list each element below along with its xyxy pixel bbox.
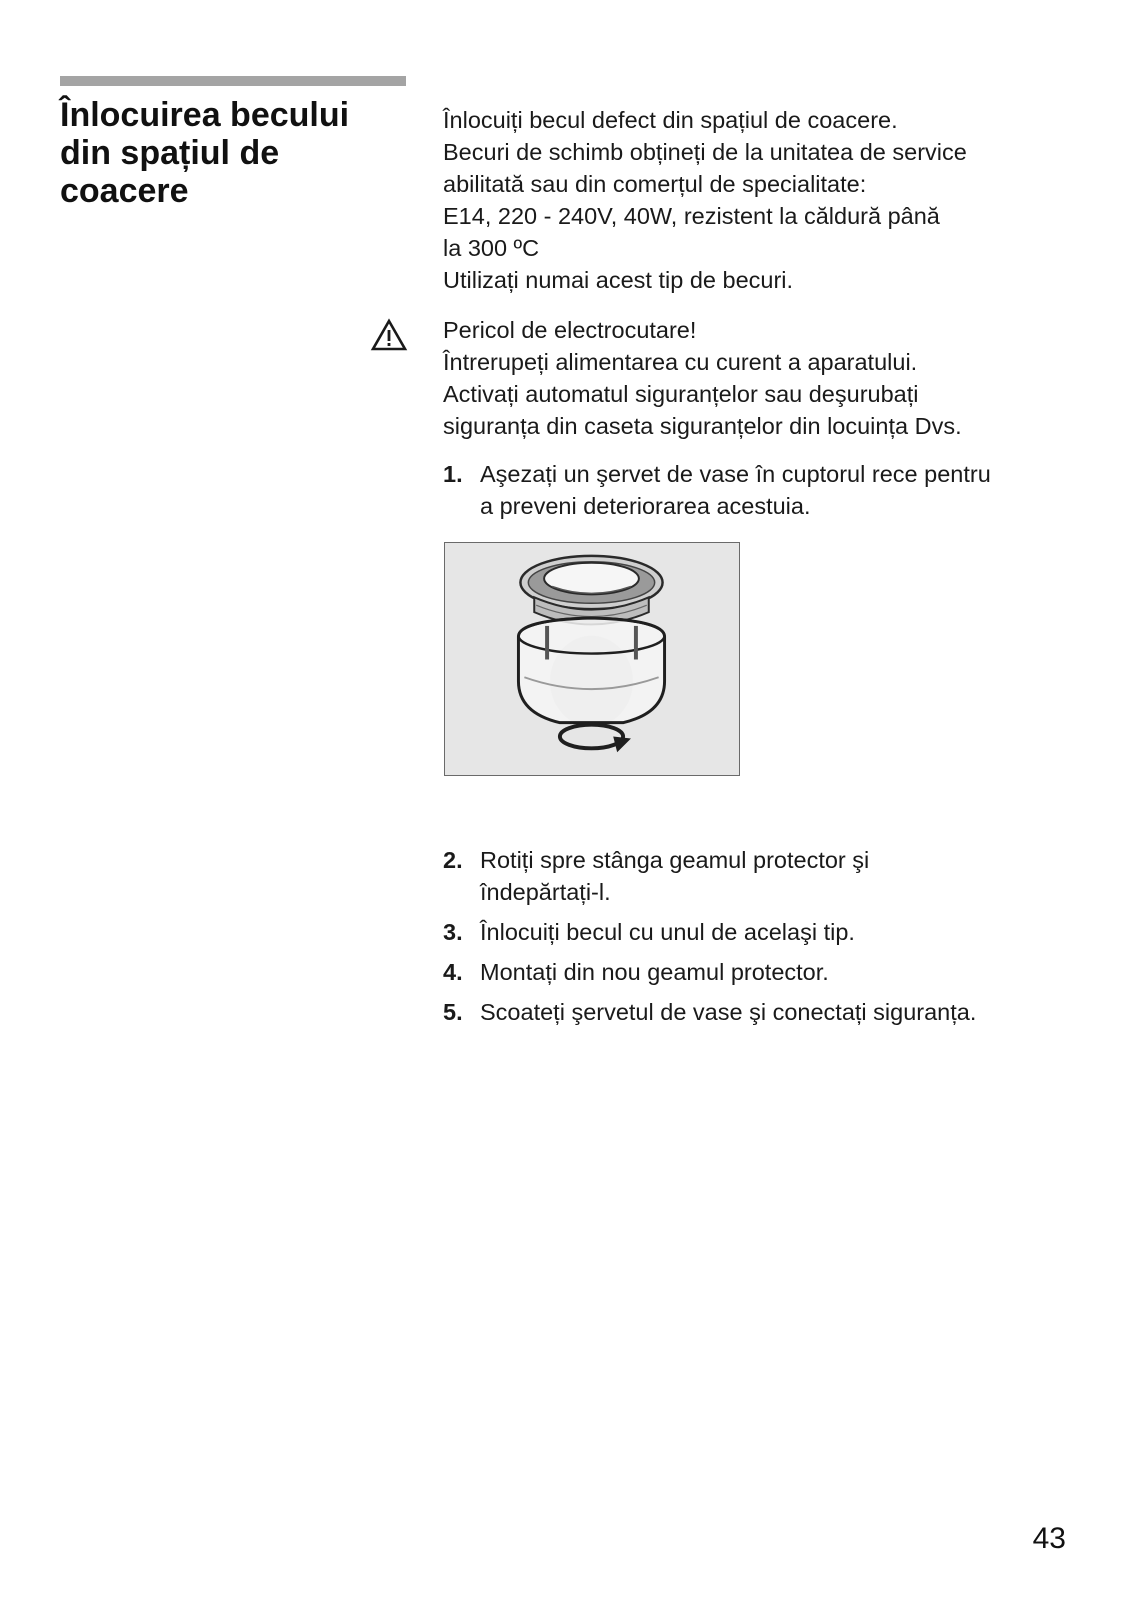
step-text-line: Rotiți spre stânga geamul protector şi (480, 847, 870, 873)
step-text-line: Scoateți şervetul de vase şi conectați siguranța. (480, 999, 977, 1025)
section-title-line: coacere (60, 172, 189, 210)
intro-line: Înlocuiți becul defect din spațiul de coacere. (443, 107, 898, 133)
step-text-line: Înlocuiți becul cu unul de acelaşi tip. (480, 919, 855, 945)
lamp-illustration (444, 542, 740, 776)
warning-triangle-icon (370, 318, 408, 352)
step-item (443, 956, 1073, 988)
section-title-line: din spațiul de (60, 134, 280, 172)
warning-line: Întrerupeți alimentarea cu curent a aparatului. (443, 349, 918, 375)
step-text-line: Montați din nou geamul protector. (480, 959, 829, 985)
section-title (60, 96, 420, 210)
section-rule (60, 76, 406, 86)
warning-line: Pericol de electrocutare! (443, 317, 697, 343)
intro-line: E14, 220 - 240V, 40W, rezistent la căldură până (443, 203, 940, 229)
step-item (443, 916, 1073, 948)
intro-line: Utilizați numai acest tip de becuri. (443, 267, 794, 293)
intro-paragraph (443, 104, 1073, 296)
warning-line: siguranța din caseta siguranțelor din locuința Dvs. (443, 413, 962, 439)
step-item (443, 844, 1073, 908)
page-number: 43 (1032, 1522, 1066, 1555)
step-number: 1. (443, 461, 463, 487)
step-list (443, 458, 1073, 522)
intro-line: la 300 ºC (443, 235, 540, 261)
step-number: 5. (443, 999, 463, 1025)
step-text-line: îndepărtați-l. (480, 879, 611, 905)
oven-lamp-cover-rotate-icon (445, 543, 738, 774)
intro-line: Becuri de schimb obțineți de la unitatea de service (443, 139, 967, 165)
step-item (443, 458, 1073, 522)
step-item (443, 996, 1073, 1028)
warning-line: Activați automatul siguranțelor sau deşurubați (443, 381, 919, 407)
step-number: 4. (443, 959, 463, 985)
warning-paragraph (443, 314, 1073, 442)
section-title-line: Înlocuirea becului (60, 96, 350, 134)
step-number: 3. (443, 919, 463, 945)
step-number: 2. (443, 847, 463, 873)
step-text-line: Aşezați un şervet de vase în cuptorul rece pentru (480, 461, 991, 487)
step-text-line: a preveni deteriorarea acestuia. (480, 493, 811, 519)
step-list (443, 844, 1073, 1036)
intro-line: abilitată sau din comerțul de specialitate: (443, 171, 867, 197)
